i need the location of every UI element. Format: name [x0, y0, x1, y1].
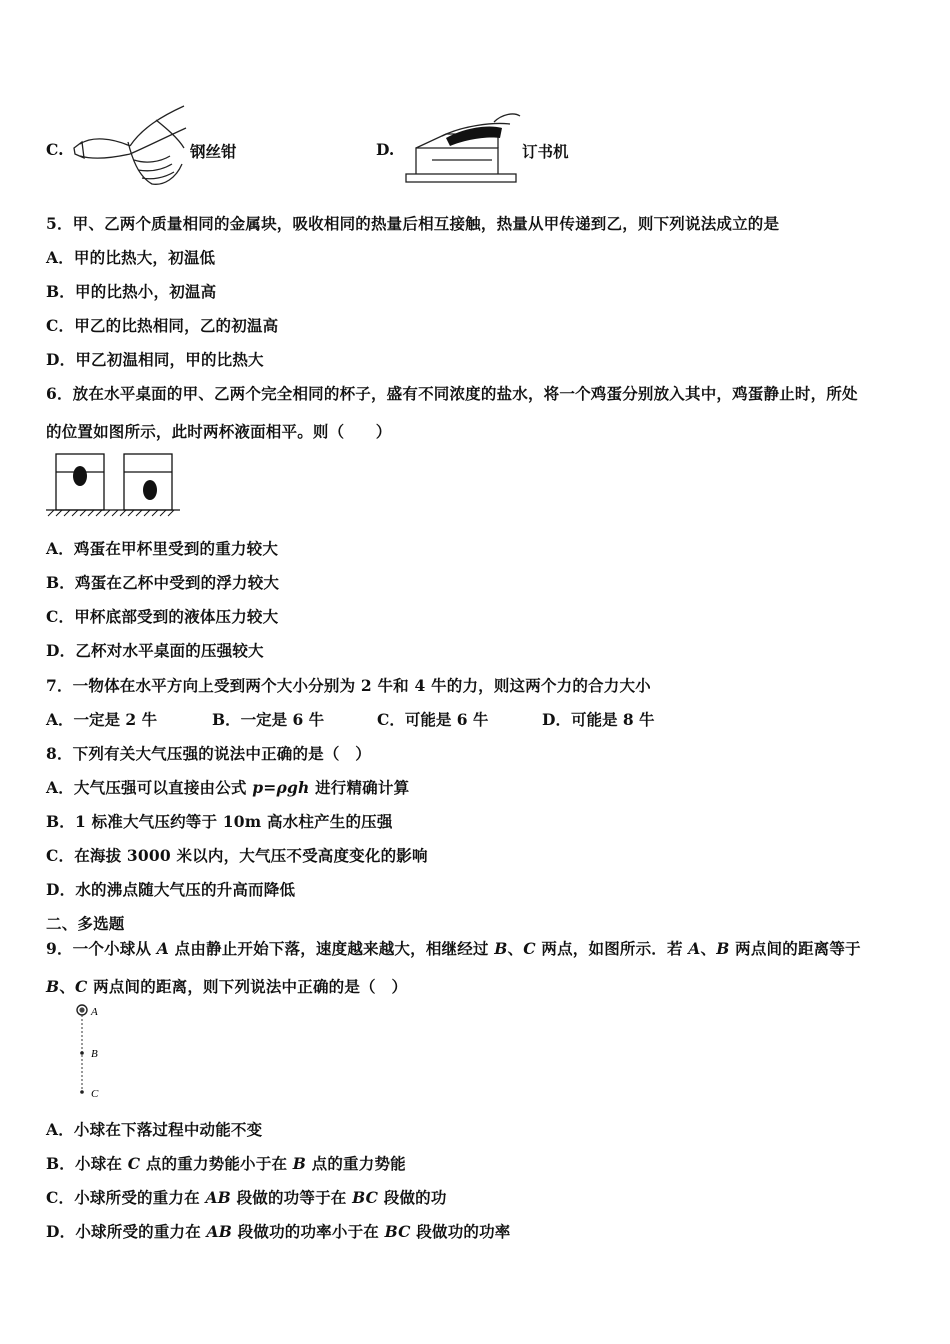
q8-option-d: D．水的沸点随大气压的升高而降低: [46, 880, 296, 899]
q6-option-d: D．乙杯对水平桌面的压强较大: [46, 641, 264, 660]
point-a-ref: A: [156, 939, 170, 958]
stapler-image: [402, 108, 522, 186]
q6-stem-line1: 6．放在水平桌面的甲、乙两个完全相同的杯子，盛有不同浓度的盐水，将一个鸡蛋分别放入其中，鸡蛋静止时，所处: [46, 384, 858, 403]
q4-option-c-text: 钢丝钳: [190, 142, 237, 161]
q8-option-a: [46, 776, 409, 798]
q6-option-c: C．甲杯底部受到的液体压力较大: [46, 607, 279, 626]
point-c-label: C: [91, 1088, 99, 1100]
q8-stem: 8．下列有关大气压强的说法中正确的是（ ）: [46, 744, 371, 763]
point-b-ref: B: [292, 1154, 307, 1173]
q9-option-c: [46, 1186, 447, 1208]
q4-option-d-label: D.: [376, 140, 395, 159]
point-b-label: B: [91, 1048, 98, 1060]
q9-stem-line1: [46, 937, 861, 959]
q7-option-d: D．可能是 8 牛: [542, 710, 655, 729]
point-c-ref: C: [127, 1154, 141, 1173]
q7-option-a: A．一定是 2 牛: [46, 710, 158, 729]
q9-text: 、: [700, 939, 717, 958]
q9-option-d: [46, 1220, 511, 1242]
q8-option-b: B．1 标准大气压约等于 10m 高水柱产生的压强: [46, 812, 393, 831]
q7-stem: 7．一物体在水平方向上受到两个大小分别为 2 牛和 4 牛的力，则这两个力的合力大小: [46, 676, 651, 695]
q4-option-d-text: 订书机: [522, 142, 569, 161]
q9-option-text: 点的重力势能小于在: [140, 1154, 293, 1173]
q9-text: 两点，如图所示．若: [535, 939, 689, 958]
two-cups-egg-image: [44, 450, 184, 520]
q9-option-text: 段做功的功率: [410, 1222, 511, 1241]
q5-option-a: A．甲的比热大，初温低: [46, 248, 216, 267]
q9-option-a: A．小球在下落过程中动能不变: [46, 1120, 263, 1139]
section-heading-multiple-choice: 二、多选题: [46, 914, 125, 933]
point-c-ref: C: [523, 939, 536, 958]
q8-option-c: C．在海拔 3000 米以内，大气压不受高度变化的影响: [46, 846, 428, 865]
pliers-hand-image: [72, 98, 190, 188]
q9-option-text: B．小球在: [46, 1154, 128, 1173]
q5-option-c: C．甲乙的比热相同，乙的初温高: [46, 316, 279, 335]
point-b-ref: B: [716, 939, 730, 958]
segment-ab-ref: AB: [205, 1188, 231, 1207]
q7-option-c: C．可能是 6 牛: [377, 710, 489, 729]
falling-ball-diagram: [70, 1000, 120, 1104]
q5-stem: 5．甲、乙两个质量相同的金属块，吸收相同的热量后相互接触，热量从甲传递到乙，则下列说法成立的是: [46, 214, 780, 233]
q6-stem-line2: 的位置如图所示，此时两杯液面相平。则（ ）: [46, 422, 392, 441]
q9-option-text: 点的重力势能: [306, 1154, 406, 1173]
q5-option-d: D．甲乙初温相同，甲的比热大: [46, 350, 264, 369]
point-a-label: A: [91, 1006, 98, 1018]
point-b-ref: B: [46, 977, 60, 996]
q9-option-b: [46, 1152, 406, 1174]
q9-option-text: 段做的功: [378, 1188, 447, 1207]
q9-option-text: 段做功的功率小于在: [232, 1222, 385, 1241]
q8-option-a-pre: A．大气压强可以直接由公式: [46, 778, 253, 797]
q9-text: 两点间的距离等于: [729, 939, 861, 958]
q7-option-b: B．一定是 6 牛: [212, 710, 325, 729]
q9-text: 两点间的距离，则下列说法中正确的是（ ）: [87, 977, 408, 996]
q9-text: 、: [59, 977, 76, 996]
pressure-formula: p=ρgh: [252, 778, 310, 797]
q9-text: 9．一个小球从: [46, 939, 157, 958]
q5-option-b: B．甲的比热小，初温高: [46, 282, 217, 301]
q6-option-b: B．鸡蛋在乙杯中受到的浮力较大: [46, 573, 280, 592]
q9-text: 点由静止开始下落，速度越来越大，相继经过: [169, 939, 495, 958]
q4-option-c-label: C.: [46, 140, 64, 159]
q6-option-a: A．鸡蛋在甲杯里受到的重力较大: [46, 539, 279, 558]
q9-text: 、: [507, 939, 524, 958]
point-a-ref: A: [688, 939, 701, 958]
q8-option-a-post: 进行精确计算: [309, 778, 410, 797]
segment-ab-ref: AB: [206, 1222, 233, 1241]
point-c-ref: C: [75, 977, 88, 996]
point-b-ref: B: [494, 939, 508, 958]
q9-option-text: C．小球所受的重力在: [46, 1188, 206, 1207]
segment-bc-ref: BC: [352, 1188, 379, 1207]
q9-stem-line2: [46, 975, 407, 997]
q9-option-text: 段做的功等于在: [230, 1188, 353, 1207]
segment-bc-ref: BC: [384, 1222, 411, 1241]
q9-option-text: D．小球所受的重力在: [46, 1222, 207, 1241]
